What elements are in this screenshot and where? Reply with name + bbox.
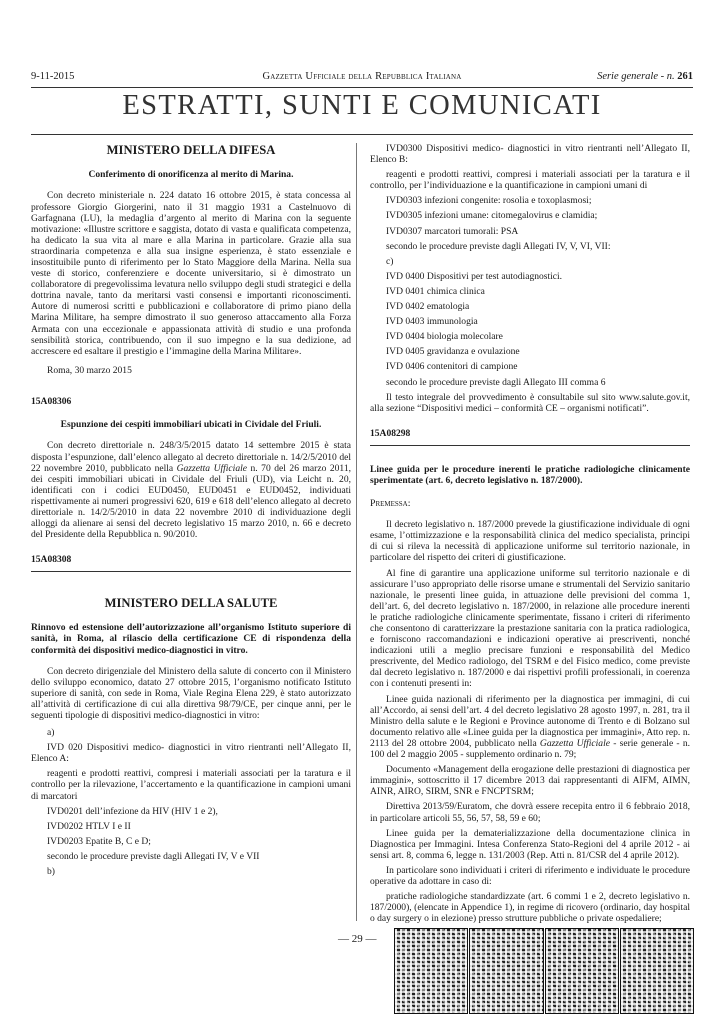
separator-rule — [370, 445, 690, 446]
device-list-left — [31, 727, 351, 877]
article-code: 15A08298 — [370, 427, 411, 439]
datamatrix-code-icon — [394, 928, 468, 1014]
premessa-label: Premessa: — [370, 498, 411, 510]
section-title-difesa: MINISTERO DELLA DIFESA — [106, 143, 276, 157]
paragraph: Documento «Management della erogazione delle prestazioni di diagnostica per immagini», sottoscritto il 17 dicembre 2013 dai rappresentanti di AIFM, AIMN, AINR, AIRO, SIRM, SNR e FNCPTSRM; — [370, 764, 690, 798]
datamatrix-code-icon — [620, 928, 694, 1014]
list-item: IVD 0406 contenitori di campione — [386, 361, 518, 373]
list-item: IVD0305 infezioni umane: citomegalovirus e clamidia; — [386, 210, 598, 222]
body-italic: Gazzetta Ufficiale — [176, 462, 247, 474]
list-item: secondo le procedure previste dagli Allegati IV, V, VI, VII: — [386, 240, 611, 252]
left-column — [31, 143, 351, 881]
datamatrix-code-icon — [469, 928, 543, 1014]
title-rule — [31, 134, 693, 135]
column-divider — [356, 143, 357, 921]
article-body-rinnovo: Con decreto dirigenziale del Ministero della salute di concerto con il Ministero dello sviluppo economico, datato 27 ottobre 2015, l’organismo notificato Istituto superiore di sanità, con sede in Roma, Viale Regina Elena 229, è stato autorizzato all’attività di certificazione di cui alla direttiva 98/79/CE, per cinque anni, per le seguenti tipologie di dispositivi medico-diagnostici in vitro: — [31, 665, 351, 721]
list-item: IVD 0402 ematologia — [386, 301, 470, 313]
series-label: Serie generale - n. — [597, 71, 675, 82]
article-title-rinnovo: Rinnovo ed estensione dell’autorizzazione all’organismo Istituto superiore di sanità, in Roma, al rilascio della certificazione CE di rispondenza della conformità dei dispositivi medico-diagnostici in vitro. — [31, 622, 351, 656]
paragraph: Al fine di garantire una applicazione uniforme sul territorio nazionale e di assicurare l’uso appropriato delle risorse umane e strumentali del Servizio sanitario nazionale, le presenti linee guida, in attuazione delle previsioni del comma 1, dell’art. 6, del decreto legislativo n. 187/2000, in relazione alle procedure inerenti le pratiche radiologiche clinicamente sperimentate, fissano i criteri di riferimento che consentono di caratterizzare la prestazione sanitaria con la pratica radiologica, e forniscono raccomandazioni e indicazioni operative ai prescriventi, nonché indicazioni utili a meglio precisare funzioni e responsabilità del Medico prescrivente, del Medico radiologo, del TSRM e del Fisico medico, come previste dal decreto legislativo n. 187/2000 e dai rispettivi profili professionali, in coerenza con i contenuti presenti in: — [370, 567, 690, 690]
datamatrix-codes — [394, 928, 694, 1014]
issue-date: 9-11-2015 — [31, 71, 75, 82]
paragraph — [370, 694, 690, 761]
body-text: Con decreto direttoriale n. 248/3/5/2015 datato 14 settembre 2015 è stata disposta l’espunzione, dall’elenco allegato al decreto direttoriale n. 14/2/5/2010 del 22 novembre 2010, pubblicato nella — [31, 440, 351, 474]
list-item: secondo le procedure previste dagli Allegati IV, V e VII — [47, 850, 260, 862]
paragraph: Linee guida per la dematerializzazione della documentazione clinica in Diagnostica per Immagini. Intesa Conferenza Stato-Regioni del 4 aprile 2012 - ai sensi art. 8, comma 6, legge n. 131/2003 (Rep. Atti n. 81/CSR del 4 aprile 2012). — [370, 827, 690, 861]
list-item: IVD 0401 chimica clinica — [386, 285, 485, 297]
closing-note: Il testo integrale del provvedimento è consultabile sul sito www.salute.gov.it, alla sezione “Dispositivi medici – conformità CE – organismi notificati”. — [370, 391, 690, 414]
article-title-onorificenza: Conferimento di onorificenza al merito di Marina. — [88, 169, 294, 180]
section-title-salute: MINISTERO DELLA SALUTE — [104, 596, 278, 611]
list-item: IVD 020 Dispositivi medico- diagnostici in vitro rientranti nell’Allegato II, Elenco A: — [31, 742, 351, 765]
separator-rule — [31, 571, 351, 572]
list-item: IVD0303 infezioni congenite: rosolia e toxoplasmosi; — [386, 195, 592, 207]
datamatrix-code-icon — [545, 928, 619, 1014]
list-item: IVD 0405 gravidanza e ovulazione — [386, 346, 520, 358]
article-title-espunzione: Espunzione dei cespiti immobiliari ubicati in Cividale del Friuli. — [60, 419, 322, 430]
series-info — [597, 71, 693, 82]
list-item: IVD 0400 Dispositivi per test autodiagnostici. — [386, 270, 563, 282]
article-code: 15A08308 — [31, 554, 72, 566]
right-column — [370, 143, 690, 924]
paragraph: In particolare sono individuati i criteri di riferimento e individuate le procedure operative da adottare in caso di: — [370, 864, 690, 887]
list-item: IVD 0403 immunologia — [386, 316, 478, 328]
paragraph: pratiche radiologiche standardizzate (art. 6 commi 1 e 2, decreto legislativo n. 187/2000), (elencate in Appendice 1), in regime di ricovero (ordinario, day hospital o day surgery o in elezione) presso strutture pubbliche o private ospedaliere; — [370, 891, 690, 925]
list-item: IVD 0404 biologia molecolare — [386, 331, 503, 343]
running-header — [31, 71, 693, 87]
header-rule — [31, 87, 693, 88]
list-item: IVD0307 marcatori tumorali: PSA — [386, 225, 519, 237]
list-item: IVD0201 dell’infezione da HIV (HIV 1 e 2), — [47, 805, 218, 817]
device-list-right — [370, 143, 690, 388]
paragraph: Direttiva 2013/59/Euratom, che dovrà essere recepita entro il 6 febbraio 2018, in particolare articoli 55, 56, 57, 58, 59 e 60; — [370, 801, 690, 824]
list-item: IVD0202 HTLV I e II — [47, 820, 131, 832]
body-italic: Gazzetta Ufficiale — [539, 737, 610, 749]
list-item: secondo le procedure previste dagli Allegato III comma 6 — [386, 376, 606, 388]
list-item: b) — [47, 866, 55, 878]
list-item: IVD0300 Dispositivi medico- diagnostici in vitro rientranti nell’Allegato II, Elenco B: — [370, 143, 690, 166]
page-number: — 29 — — [338, 933, 377, 945]
list-item: IVD0203 Epatite B, C e D; — [47, 835, 151, 847]
article-body-onorificenza: Con decreto ministeriale n. 224 datato 16 ottobre 2015, è stata concessa al professore Giorgio Giorgerini, nato il 31 maggio 1931 a Castelnuovo di Garfagnana (LU), la medaglia d’argento al merito di Marina con la seguente motivazione: «Illustre scrittore e saggista, dotato di vasta e qualificata competenza, ha dedicato la sua vita al mare e alla Marina in particolare. Grazie alla sua straordinaria competenza e alla sua insigne esperienza, è stato essenziale e insostituibile punto di riferimento per lo Stato Maggiore della Marina. Nella sua veste di storico, conferenziere e docente universitario, si è dimostrato un collaboratore di pregevolissima levatura nello sviluppo degli studi strategici e della dottrina navale, tanto da meritarsi vasti consensi e importanti riconoscimenti. Autore di numerosi scritti e pubblicazioni e collaboratore di primo piano della Marina Militare, ha sempre dimostrato il suo generoso attaccamento alla Forza Armata con una eccezionale e appassionata attività di studio e una profonda sensibilità storica, contribuendo, con il suo impegno e la sua dedizione, ad accrescere ed esaltare il prestigio e l’immagine della Marina Militare». — [31, 190, 351, 357]
list-item: a) — [47, 727, 55, 739]
page-title: ESTRATTI, SUNTI E COMUNICATI — [122, 90, 602, 121]
paragraph: Il decreto legislativo n. 187/2000 prevede la giustificazione individuale di ogni esame, l’ottimizzazione e la responsabilità clinica del medico specialista, principi di cui si rileva la necessità di applicazione uniforme sul territorio nazionale, in particolare del rispetto dei criteri di giustificazione. — [370, 519, 690, 564]
issue-number: 261 — [677, 71, 693, 82]
body-text: n. 70 del 26 marzo 2011, dei cespiti immobiliari ubicati in Cividale del Friuli (UD), via Leicht n. 20, identificati con i codici EUD0450, EUD0451 e EUD0452, individuati rispettivamente ai numeri progressivi 620, 619 e 618 dell’elenco allegato al decreto direttoriale n. 14/2/5/2010 in data 22 novembre 2010 di individuazione degli alloggi da alienare ai sensi del decreto legislativo 15 marzo 2010, n. 66 e decreto del Presidente della Repubblica n. 90/2010. — [31, 462, 351, 541]
body-text: - serie generale - n. 100 del 2 maggio 2005 - supplemento ordinario n. 79; — [370, 737, 690, 761]
list-item: reagenti e prodotti reattivi, compresi i materiali associati per la taratura e il controllo, per l’individuazione e la quantificazione in campioni umani di — [370, 169, 690, 192]
article-place-date: Roma, 30 marzo 2015 — [47, 364, 132, 376]
gazette-name: Gazzetta Ufficiale della Repubblica Italiana — [262, 71, 462, 82]
list-item: reagenti e prodotti reattivi, compresi i materiali associati per la taratura e il controllo per la rilevazione, l’accertamento e la quantificazione in campioni umani di marcatori — [31, 768, 351, 802]
article-code: 15A08306 — [31, 395, 72, 407]
article-title-linee-guida: Linee guida per le procedure inerenti le pratiche radiologiche clinicamente sperimentate (art. 6, decreto legislativo n. 187/2000). — [370, 463, 690, 486]
article-body-espunzione — [31, 440, 351, 540]
list-item: c) — [386, 255, 394, 267]
body-text: Linee guida nazionali di riferimento per la diagnostica per immagini, di cui all’Accordo, ai sensi dell’art. 4 del decreto legislativo 28 agosto 1997, n. 281, tra il Ministro della salute e le Regioni e Province autonome di Trento e di Bolzano sul documento relativo alle «Linee guida per la diagnostica per immagini», Atto rep. n. 2113 del 28 ottobre 2004, pubblicato nella — [370, 693, 690, 749]
